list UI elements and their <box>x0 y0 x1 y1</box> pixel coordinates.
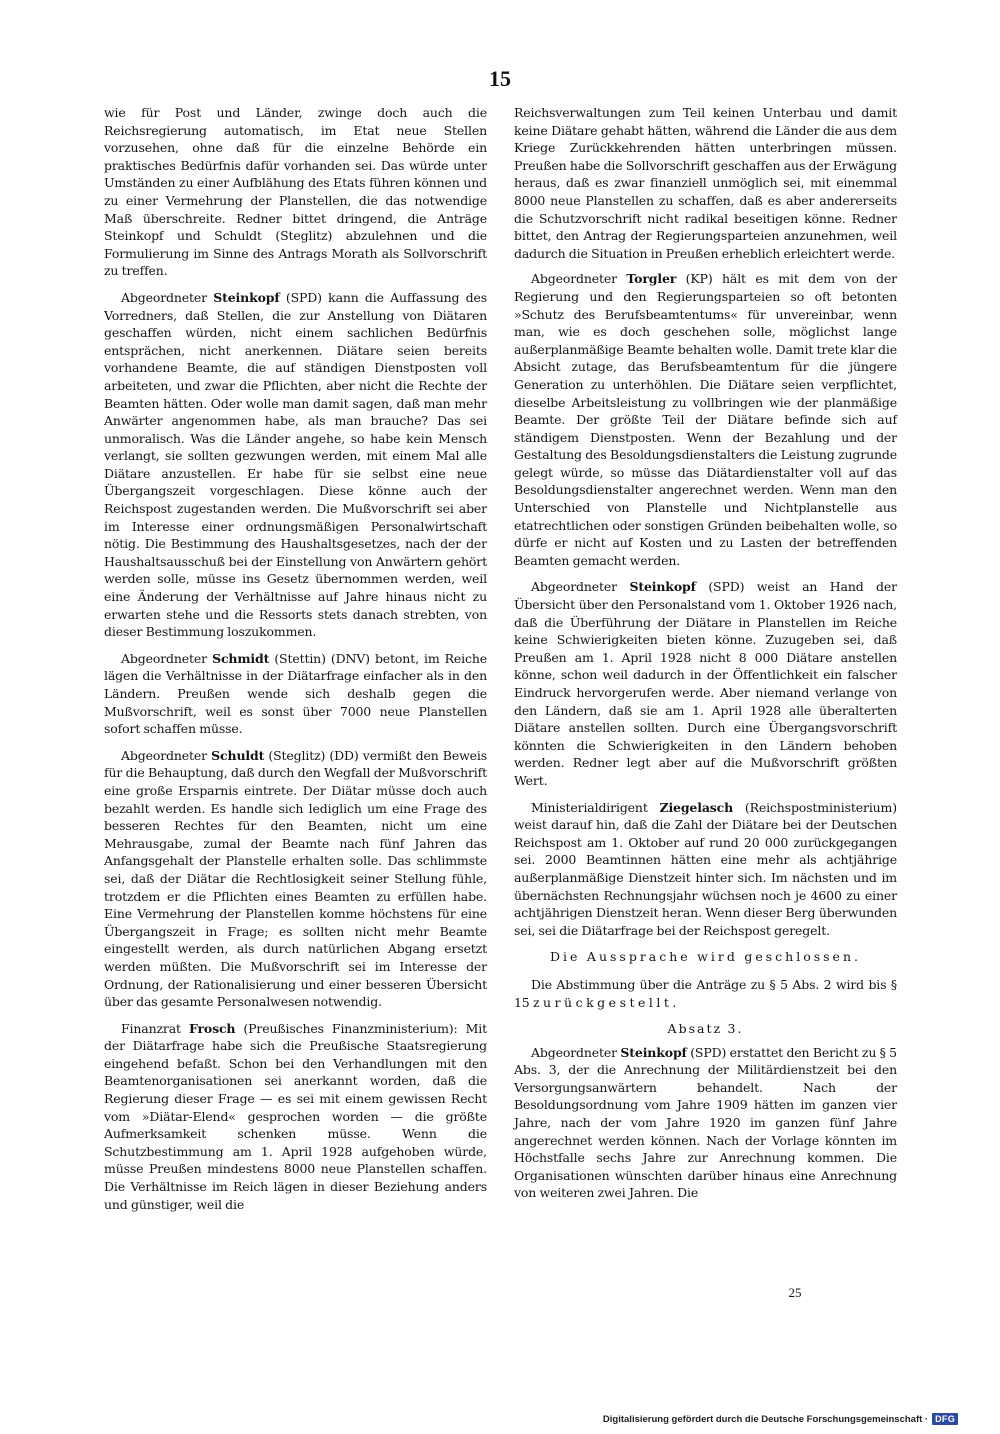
paragraph-text: (Preußisches Finanzministerium): Mit der Diätarfrage habe sich die Preußische Staatsregierung eingehend befaßt. Schon bei den Verhandlungen mit den Beamtenorganisationen sei anerkannt worden, daß die Regierung dieser Frage — es sei mit einem gewissen Recht vom »Diätar-Elend« gesprochen worden — die größte Aufmerksamkeit schenken müsse. Wenn die Schutzbestimmung am 1. April 1928 aufgehoben würde, müsse Preußen mindestens 8000 neue Planstellen schaffen. Die Verhältnisse im Reich lägen in dieser Beziehung anders und günstiger, weil die <box>104 1020 487 1212</box>
paragraph <box>514 799 897 940</box>
speaker-name: Schmidt <box>212 650 270 666</box>
speaker-name: Torgler <box>626 271 677 287</box>
speaker-name: Schuldt <box>211 747 265 763</box>
right-column <box>514 104 897 1211</box>
paragraph <box>104 747 487 1011</box>
paragraph <box>104 289 487 641</box>
speaker-name: Steinkopf <box>620 1044 687 1060</box>
paragraph-text: Die Abstimmung über die Anträge zu § 5 Abs. 2 wird bis § 15 <box>514 976 897 1010</box>
paragraph <box>104 1020 487 1214</box>
closing-statement: Die Aussprache wird geschlossen. <box>550 949 861 965</box>
speaker-title: Ministerialdirigent <box>531 799 660 815</box>
footer-text: Digitalisierung gefördert durch die Deutsche Forschungsgemeinschaft · <box>602 1413 929 1425</box>
paragraph-text: (SPD) weist an Hand der Übersicht über den Personalstand vom 1. Oktober 1926 nach, daß die Überführung der Diätare in Planstellen im Reiche keine Schwierigkeiten bieten könne. Zuzugeben sei, daß Preußen am 1. April 1928 nicht 8 000 Diätare anstellen könne, schon weil dadurch in der Öffentlichkeit ein falscher Eindruck hervorgerufen werde. Aber niemand verlange von den Ländern, daß sie am 1. April 1928 alle überalterten Diätare anstellen sollten. Durch eine Übergangsvorschrift könnten die Schwierigkeiten in den Ländern behoben werden. Redner legt aber auf die Mußvorschrift größten Wert. <box>514 579 897 788</box>
speaker-name: Steinkopf <box>213 289 280 305</box>
speaker-title: Abgeordneter <box>121 747 212 763</box>
vote-paragraph <box>514 976 897 1011</box>
paragraph-text: (Stettin) (DNV) betont, im Reiche lägen die Verhältnisse in der Diätarfrage einfacher als in den Ländern. Preußen wende sich deshalb gegen die Mußvorschrift, weil es sonst über 7000 neue Planstellen sofort schaffen müsse. <box>104 650 487 737</box>
paragraph-text: (Reichspostministerium) weist darauf hin, daß die Zahl der Diätare bei der Deutschen Reichspost am 1. Oktober auf rund 20 000 zurückgegangen sei. 2000 Beamtinnen hätten eine mehr als achtjährige außerplanmäßige Dienstzeit hinter sich. Im nächsten und im übernächsten Rechnungsjahr wüchsen noch je 4600 zu einer achtjährigen Dienstzeit heran. Wenn dieser Berg überwunden sei, sei die Diätarfrage bei der Reichspost geregelt. <box>514 799 897 938</box>
paragraph: Reichsverwaltungen zum Teil keinen Unterbau und damit keine Diätare gehabt hätten, während die Länder die aus dem Kriege Zurückkehrenden hätten unterbringen müssen. Preußen habe die Sollvorschrift geschaffen aus der Erwägung heraus, daß es zwar finanziell unmöglich sei, mit einemmal 8000 neue Planstellen zu schaffen, daß es aber andererseits die Schutzvorschrift nicht radikal beseitigen könne. Redner bittet, den Antrag der Regierungsparteien anzunehmen, weil dadurch die Situation in Preußen erheblich erleichtert werde. <box>514 105 897 261</box>
paragraph: wie für Post und Länder, zwinge doch auch die Reichsregierung automatisch, im Etat neue Stellen vorzusehen, ohne daß für die einzelne Behörde ein praktisches Bedürfnis dafür vorhanden sei. Das würde unter Umständen zu einer Aufblähung des Etats führen können und zu einer Vermehrung der Planstellen, die das notwendige Maß überschreite. Redner bittet dringend, die Anträge Steinkopf und Schuldt (Steglitz) abzulehnen und die Formulierung im Sinne des Antrags Morath als Sollvorschrift zu treffen. <box>104 105 487 279</box>
paragraph <box>514 270 897 569</box>
paragraph <box>514 578 897 789</box>
speaker-title: Abgeordneter <box>121 650 213 666</box>
paragraph-text: (KP) hält es mit dem von der Regierung und den Regierungsparteien so oft betonten »Schutz des Berufsbeamtentums« für unvereinbar, wenn man, wie es doch geschehen solle, möglichst lange außerplanmäßige Beamte behalten wolle. Damit trete klar die Absicht zutage, das Berufsbeamtentum für die jüngere Generation zu unterhöhlen. Die Diätare seien verpflichtet, dieselbe Arbeitsleistung zu vollbringen wie der planmäßige Beamte. Der größte Teil der Diätare befinde sich auf ständigem Dienstposten. Wenn der Bezahlung und der Gestaltung des Besoldungsdienstalters die Leistung zugrunde gelegt würde, so müsse das Diätardienstalter voll auf das Besoldungsdienstalter angerechnet werden. Wenn man den Unterschied von Planstelle und Nichtplanstelle aus etatrechtlichen oder sonstigen Gründen beibehalten wolle, so dürfe er nicht auf Kosten und zu Lasten der betreffenden Beamten gemacht werden. <box>514 271 897 568</box>
digitization-footer <box>603 1412 958 1426</box>
paragraph <box>514 1044 897 1202</box>
speaker-title: Abgeordneter <box>121 289 214 305</box>
speaker-title: Abgeordneter <box>531 579 630 595</box>
left-column <box>104 104 487 1222</box>
dfg-logo-icon: DFG <box>932 1413 958 1425</box>
paragraph-text: (SPD) erstattet den Bericht zu § 5 Abs. 3, der die Anrechnung der Militärdienstzeit bei den Versorgungsanwärtern behandelt. Nach der Besoldungsordnung vom Jahre 1909 hätten im ganzen vier Jahre, nach der vom Jahre 1920 im ganzen fünf Jahre angerechnet werden können. Nach der Vorlage könnten im Höchstfalle sechs Jahre zur Anrechnung kommen. Die Organisationen wünschten darüber hinaus eine Anrechnung von weiteren zwei Jahren. Die <box>514 1044 897 1201</box>
paragraph-text: (Steglitz) (DD) vermißt den Beweis für die Behauptung, daß durch den Wegfall der Mußvorschrift eine große Ersparnis eintrete. Der Diätar müsse doch auch bezahlt werden. Es handle sich lediglich um eine Frage des besseren Rechtes für den Beamten, nicht um eine Mehrausgabe, zumal der Beamte nach fünf Jahren das Anfangsgehalt der Planstelle erhalten solle. Das schlimmste sei, daß der Diätar die Rechtlosigkeit seiner Stellung fühle, trotzdem er die Pflichten eines Beamten zu erfüllen habe. Eine Vermehrung der Planstellen komme höchstens für eine Übergangszeit in Frage; es sollten nicht mehr Beamte eingestellt werden, als durch natürlichen Abgang ersetzt werden müßten. Die Mußvorschrift sei im Interesse der Ordnung, der Rationalisierung und einer besseren Übersicht über das gesamte Personalwesen notwendig. <box>104 747 487 1010</box>
paragraph-text: (SPD) kann die Auffassung des Vorredners, daß Stellen, die zur Anstellung von Diätaren geschaffen würden, nicht einem sachlichen Bedürfnis entsprächen, nicht anerkennen. Diätare seien bereits vorhandene Beamte, die auf ständigen Dienstposten voll arbeiteten, und zwar die Pflichten, aber nicht die Rechte der Beamten hätten. Oder wolle man damit sagen, daß man mehr Anwärter angenommen habe, als man brauche? Das sei unmoralisch. Was die Länder angehe, so habe kein Mensch verlangt, sie sollten gezwungen werden, mit einem Mal alle Diätare anzustellen. Er habe für sie selbst eine neue Übergangszeit vorgeschlagen. Diese könne auch der Reichspost zugestanden werden. Die Mußvorschrift sei aber im Interesse einer ordnungsmäßigen Personalwirtschaft nötig. Die Bestimmung des Haushaltsgesetzes, nach der der Haushaltsausschuß bei der Einstellung von Anwärtern gehört werden solle, müsse ins Gesetz übernommen werden, weil eine Änderung der Verhältnisse auf Jahre hinaus nicht zu erwarten stehe und die Ressorts stets danach strebten, von dieser Bestimmung loszukommen. <box>104 289 487 640</box>
speaker-name: Ziegelasch <box>659 799 734 815</box>
paragraph <box>104 650 487 738</box>
spaced-emphasis: zurückgestellt. <box>532 994 680 1010</box>
signature-mark: 25 <box>788 1285 802 1300</box>
speaker-title: Finanzrat <box>121 1020 189 1036</box>
speaker-name: Frosch <box>188 1020 236 1036</box>
section-heading: Absatz 3. <box>667 1021 744 1037</box>
speaker-title: Abgeordneter <box>531 271 627 287</box>
page-number: 15 <box>489 66 511 91</box>
speaker-name: Steinkopf <box>629 579 696 595</box>
speaker-title: Abgeordneter <box>531 1044 621 1060</box>
